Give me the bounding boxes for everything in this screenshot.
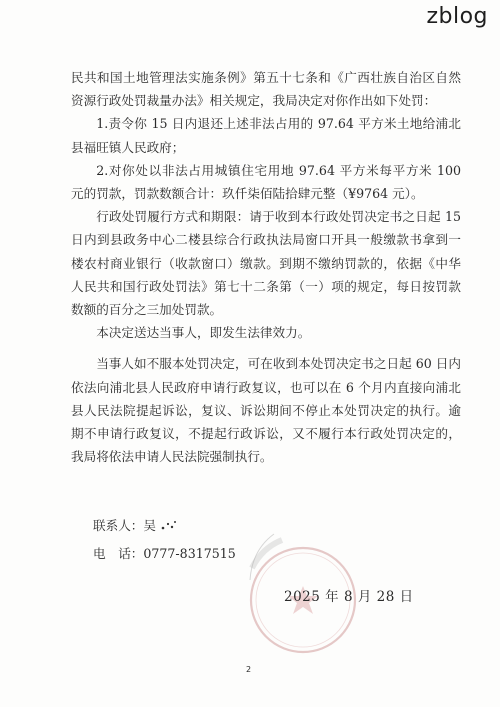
contact-phone-value: 0777-8317515 bbox=[143, 546, 236, 561]
paragraph-penalty-2: 2.对你处以非法占用城镇住宅用地 97.64 平方米每平方米 100 元的罚款，罚款数额合计：玖仟柒佰陆拾肆元整（¥9764 元）。 bbox=[71, 162, 461, 202]
paragraph-payment: 行政处罚履行方式和期限：请于收到本行政处罚决定书之日起 15 日内到县政务中心二楼县综合行政执法局窗口开具一般缴款书拿到一楼农村商业银行（收款窗口）缴款。到期不缴纳罚款的，依据《中华人民共和国行政处罚法》第七十二条第（一）项的规定，每日按罚款数额的百分之三加处罚款。 bbox=[71, 209, 461, 318]
contact-person-value: 吴 bbox=[143, 518, 156, 533]
contact-phone-row bbox=[93, 540, 236, 568]
issue-date: 2025 年 8 月 28 日 bbox=[284, 589, 414, 605]
paragraph-legal-basis: 民共和国土地管理法实施条例》第五十七条和《广西壮族自治区自然资源行政处罚裁量办法》相关规定，我局决定对你作出如下处罚： bbox=[71, 70, 461, 109]
handwritten-mark-icon bbox=[160, 518, 178, 532]
watermark: zblog bbox=[426, 4, 488, 29]
paragraph-appeal: 当事人如不服本处罚决定，可在收到本处罚决定书之日起 60 日内依法向浦北县人民政府申请行政复议，也可以在 6 个月内直接向浦北县人民法院提起诉讼，复议、诉讼期间不停止本处罚决定的执行。逾期不申请行政复议，不提起行政诉讼，又不履行本行政处罚决定的，我局将依法申请人民法院强制执行。 bbox=[71, 356, 461, 465]
page-number: 2 bbox=[246, 665, 252, 674]
contact-phone-label: 电 话： bbox=[93, 546, 144, 561]
paragraph-penalty-1: 1.责令你 15 日内退还上述非法占用的 97.64 平方米土地给浦北县福旺镇人民政府； bbox=[71, 116, 461, 155]
decision-body bbox=[71, 66, 461, 468]
contact-person-label: 联系人： bbox=[93, 518, 144, 533]
paragraph-effect: 本决定送达当事人，即发生法律效力。 bbox=[96, 325, 311, 341]
